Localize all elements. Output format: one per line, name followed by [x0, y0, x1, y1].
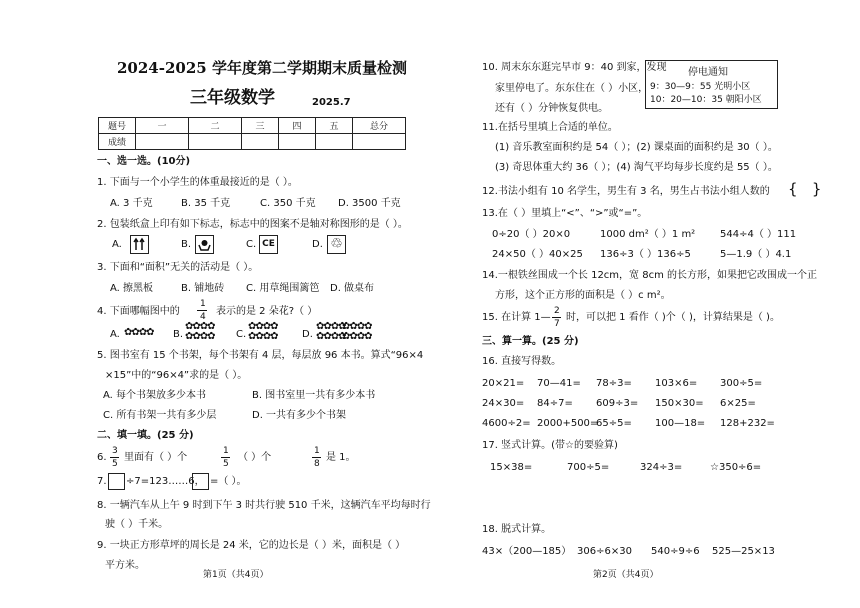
score-header: 三: [242, 118, 279, 134]
score-table: [98, 117, 406, 150]
q7-blank-box[interactable]: [192, 473, 209, 490]
flower-icon: ✿✿✿✿: [342, 331, 372, 342]
q16-item: 609÷3=: [596, 398, 639, 409]
q7-text-1: ÷7=123……6，: [126, 476, 205, 487]
q2-stem: 2. 包装纸盒上印有如下标志，标志中的图案不是轴对称图形的是（ ）。: [97, 219, 408, 230]
q3-option-a: A. 擦黑板: [110, 283, 154, 294]
q8-line-2: 驶（ ）千米。: [105, 519, 169, 530]
section-2-heading: 二、填一填。(25 分): [97, 430, 194, 441]
q15-text-start: 15. 在计算 1—: [482, 312, 551, 323]
q5-line-2: ×15”中的“96×4”求的是（ ）。: [105, 370, 248, 381]
q15-fraction-denominator: 7: [554, 319, 560, 329]
q8-line-1: 8. 一辆汽车从上午 9 时到下午 3 时共行驶 510 千米，这辆汽车平均每时行: [97, 500, 431, 511]
q4-stem-end: 表示的是 2 朵花?（ ）: [216, 306, 318, 317]
score-header: 题号: [99, 118, 136, 134]
flower-icon: ✿✿✿✿: [316, 331, 346, 342]
q6-fraction-3-numerator: 1: [314, 446, 320, 456]
q13-item: 136÷3（ ）136÷5: [600, 249, 691, 260]
score-header: 二: [189, 118, 242, 134]
q6-fraction-2-numerator: 1: [223, 446, 229, 456]
score-row-label: 成绩: [99, 134, 136, 150]
exam-title: 2024-2025 学年度第二学期期末质量检测: [117, 59, 407, 77]
q2-option-a: A.: [112, 239, 122, 250]
q6-number: 6.: [97, 452, 107, 463]
q11-part-a: (1) 音乐教室面积约是 54（ ）；(2) 课桌面的面积约是 30（ ）。: [495, 142, 778, 153]
score-cell: [242, 134, 279, 150]
score-cell: [189, 134, 242, 150]
q4-fraction-denominator: 4: [200, 312, 206, 322]
q6-fraction-1-numerator: 3: [112, 446, 118, 456]
q16-item: 84÷7=: [537, 398, 573, 409]
q7-number: 7.: [97, 476, 107, 487]
exam-page-2-body: [440, 0, 860, 608]
q6-fraction-2-denominator: 5: [223, 459, 229, 469]
ce-mark-icon: CE: [259, 235, 278, 254]
q5-option-c: C. 所有书架一共有多少层: [103, 410, 217, 421]
q1-option-b: B. 35 千克: [181, 198, 231, 209]
q13-item: 5—1.9（ ）4.1: [720, 249, 792, 260]
flower-icon: ✿✿✿✿: [124, 327, 154, 338]
q5-option-a: A. 每个书架放多少本书: [103, 390, 207, 401]
score-header: 总分: [353, 118, 406, 134]
q6-text-3: 是 1。: [326, 452, 356, 463]
q1-option-c: C. 350 千克: [260, 198, 316, 209]
flower-icon: ✿✿✿✿: [342, 321, 372, 332]
q4-fraction-numerator: 1: [200, 299, 206, 309]
q18-item: 525—25×13: [712, 546, 775, 557]
score-header: 五: [316, 118, 353, 134]
q4-stem-start: 4. 下面哪幅图中的: [97, 306, 180, 317]
q1-option-d: D. 3500 千克: [338, 198, 401, 209]
q3-option-b: B. 铺地砖: [181, 283, 225, 294]
q4-option-a: A.: [110, 329, 120, 340]
q13-item: 0÷20（ ）20×0: [492, 229, 571, 240]
q11-stem: 11.在括号里填上合适的单位。: [482, 122, 618, 133]
q16-item: 300÷5=: [720, 378, 763, 389]
exam-date: 2025.7: [312, 97, 351, 108]
q1-stem: 1. 下面与一个小学生的体重最接近的是（ ）。: [97, 177, 298, 188]
q5-option-d: D. 一共有多少个书架: [252, 410, 347, 421]
q16-item: 6×25=: [720, 398, 756, 409]
q17-item: ☆350÷6=: [710, 462, 762, 473]
q15-text-end: 时，可以把 1 看作（ )个（ )，计算结果是（ )。: [566, 312, 780, 323]
q16-item: 24×30=: [482, 398, 525, 409]
q12-text: 12.书法小组有 10 名学生，男生有 3 名，男生占书法小组人数的: [482, 186, 770, 197]
page-footer: 第1页（共4页）: [203, 570, 269, 580]
q6-text-2: （ ）个: [238, 452, 272, 463]
q3-stem: 3. 下面和“面积”无关的活动是（ ）。: [97, 262, 259, 273]
q16-stem: 16. 直接写得数。: [482, 356, 562, 367]
q16-item: 70—41=: [537, 378, 581, 389]
q16-item: 100—18=: [655, 418, 706, 429]
q4-option-d: D.: [302, 329, 313, 340]
q9-line-1: 9. 一块正方形草坪的周长是 24 米，它的边长是（ ）米，面积是（ ）: [97, 540, 406, 551]
q7-blank-box[interactable]: [108, 473, 125, 490]
score-cell: [136, 134, 189, 150]
q16-item: 78÷3=: [596, 378, 632, 389]
q16-item: 128+232=: [720, 418, 775, 429]
this-side-up-icon: [130, 235, 149, 254]
q10-line-2: 家里停电了。东东住在（ ）小区，: [495, 83, 649, 94]
q18-item: 306÷6×30: [577, 546, 632, 557]
q3-option-c: C. 用草绳围篱笆: [246, 283, 320, 294]
q7-text-2: =（ ）。: [210, 476, 247, 487]
exam-subject: 三年级数学: [190, 88, 275, 108]
score-cell: [279, 134, 316, 150]
score-header: 一: [136, 118, 189, 134]
q3-option-d: D. 做桌布: [330, 283, 375, 294]
recycle-icon: ♲: [327, 235, 346, 254]
q17-item: 15×38=: [490, 462, 533, 473]
q16-item: 4600÷2=: [482, 418, 531, 429]
q16-item: 20×21=: [482, 378, 525, 389]
q1-option-a: A. 3 千克: [110, 198, 153, 209]
q4-option-c: C.: [236, 329, 247, 340]
q18-item: 43×（200—185）: [482, 546, 572, 557]
q12-fraction-blank[interactable]: { }: [788, 180, 822, 198]
score-header: 四: [279, 118, 316, 134]
q6-fraction-3-denominator: 8: [314, 459, 320, 469]
section-3-heading: 三、算一算。(25 分): [482, 336, 579, 347]
q6-fraction-1-denominator: 5: [112, 459, 118, 469]
q13-item: 544÷4（ ）111: [720, 229, 797, 240]
score-cell: [316, 134, 353, 150]
flower-icon: ✿✿✿✿: [185, 331, 215, 342]
q2-option-b: B.: [181, 239, 192, 250]
q14-line-2: 方形，这个正方形的面积是（ ）c m²。: [495, 290, 671, 301]
q17-stem: 17. 竖式计算。(带☆的要验算): [482, 440, 618, 451]
score-cell: [353, 134, 406, 150]
flower-icon: ✿✿✿✿: [248, 331, 278, 342]
q5-option-b: B. 图书室里一共有多少本书: [252, 390, 376, 401]
q9-line-2: 平方米。: [105, 560, 145, 571]
notice-title: 停电通知: [688, 67, 728, 78]
q17-item: 324÷3=: [640, 462, 683, 473]
q10-line-3: 还有（ ）分钟恢复供电。: [495, 103, 609, 114]
fragile-hands-icon: [195, 235, 214, 254]
q13-item: 24×50（ ）40×25: [492, 249, 583, 260]
flower-icon: ✿✿✿✿: [248, 321, 278, 332]
q5-line-1: 5. 图书室有 15 个书架，每个书架有 4 层，每层放 96 本书。算式“96×4: [97, 350, 424, 361]
q4-option-b: B.: [173, 329, 184, 340]
q17-item: 700÷5=: [567, 462, 610, 473]
q11-part-b: (3) 奇思体重大约 36（ ）；(4) 淘气平均每步长度约是 55（ ）。: [495, 162, 778, 173]
page-footer: 第2页（共4页）: [593, 570, 659, 580]
section-1-heading: 一、选一选。(10分): [97, 156, 191, 167]
q6-text-1: 里面有（ ）个: [124, 452, 188, 463]
flower-icon: ✿✿✿✿: [185, 321, 215, 332]
q15-fraction-numerator: 2: [554, 306, 560, 316]
q14-line-1: 14.一根铁丝围成一个长 12cm，宽 8cm 的长方形，如果把它改围成一个正: [482, 270, 818, 281]
q13-stem: 13.在（ ）里填上“<”、“>”或“=”。: [482, 208, 648, 219]
q10-line-1: 10. 周末东东逛完早市 9：40 到家，发现: [482, 62, 667, 73]
q2-option-c: C.: [246, 239, 257, 250]
notice-row-1: 9：30—9：55 光明小区: [650, 82, 751, 92]
q16-item: 65÷5=: [596, 418, 632, 429]
q16-item: 150×30=: [655, 398, 704, 409]
q18-item: 540÷9÷6: [651, 546, 700, 557]
q16-item: 103×6=: [655, 378, 698, 389]
notice-row-2: 10：20—10：35 朝阳小区: [650, 95, 762, 105]
q2-option-d: D.: [312, 239, 323, 250]
flower-icon: ✿✿✿✿: [316, 321, 346, 332]
q16-item: 2000+500=: [537, 418, 599, 429]
q13-item: 1000 dm²（ ）1 m²: [600, 229, 696, 240]
q18-stem: 18. 脱式计算。: [482, 524, 552, 535]
